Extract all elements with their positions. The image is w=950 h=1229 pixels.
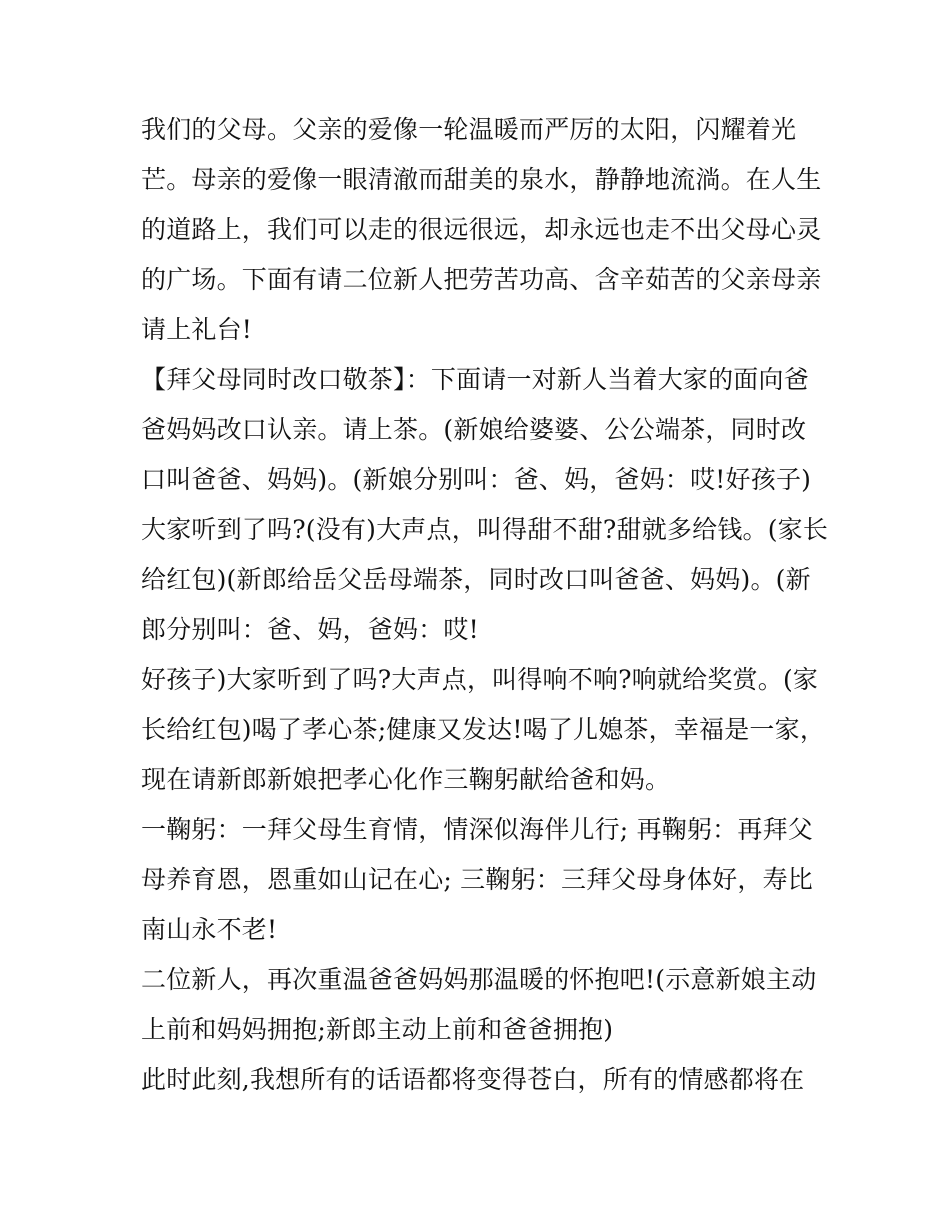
text-line: 大家听到了吗?(没有)大声点，叫得甜不甜?甜就多给钱。(家长	[141, 515, 829, 544]
document-body	[141, 108, 829, 1108]
text-line: 此时此刻,我想所有的话语都将变得苍白，所有的情感都将在	[141, 1065, 805, 1094]
text-line: 一鞠躬：一拜父母生育情，情深似海伴儿行; 再鞠躬：再拜父	[141, 815, 813, 844]
text-line: 上前和妈妈拥抱;新郎主动上前和爸爸拥抱)	[141, 1015, 614, 1044]
text-line: 郎分别叫：爸、妈，爸妈：哎!	[141, 615, 479, 644]
text-line: 我们的父母。父亲的爱像一轮温暖而严厉的太阳，闪耀着光	[141, 115, 797, 144]
text-line: 芒。母亲的爱像一眼清澈而甜美的泉水，静静地流淌。在人生	[141, 165, 822, 194]
text-line: 【拜父母同时改口敬茶】：下面请一对新人当着大家的面向爸	[141, 365, 809, 394]
text-line: 长给红包)喝了孝心茶;健康又发达!喝了儿媳茶，幸福是一家，	[141, 715, 826, 744]
text-line: 二位新人，再次重温爸爸妈妈那温暖的怀抱吧!(示意新娘主动	[141, 965, 817, 994]
text-line: 母养育恩，恩重如山记在心; 三鞠躬：三拜父母身体好，寿比	[141, 865, 813, 894]
text-line: 南山永不老!	[141, 915, 278, 944]
text-line: 好孩子)大家听到了吗?大声点，叫得响不响?响就给奖赏。(家	[141, 665, 819, 694]
text-line: 现在请新郎新娘把孝心化作三鞠躬献给爸和妈。	[141, 765, 671, 794]
text-line: 口叫爸爸、妈妈)。(新娘分别叫：爸、妈，爸妈：哎!好孩子)	[141, 465, 812, 494]
text-line: 请上礼台!	[141, 315, 253, 344]
text-line: 给红包)(新郎给岳父岳母端茶，同时改口叫爸爸、妈妈)。(新	[141, 565, 811, 594]
text-line: 的道路上，我们可以走的很远很远，却永远也走不出父母心灵	[141, 215, 822, 244]
text-line: 爸妈妈改口认亲。请上茶。(新娘给婆婆、公公端茶，同时改	[141, 415, 807, 444]
text-line: 的广场。下面有请二位新人把劳苦功高、含辛茹苦的父亲母亲	[141, 265, 822, 294]
